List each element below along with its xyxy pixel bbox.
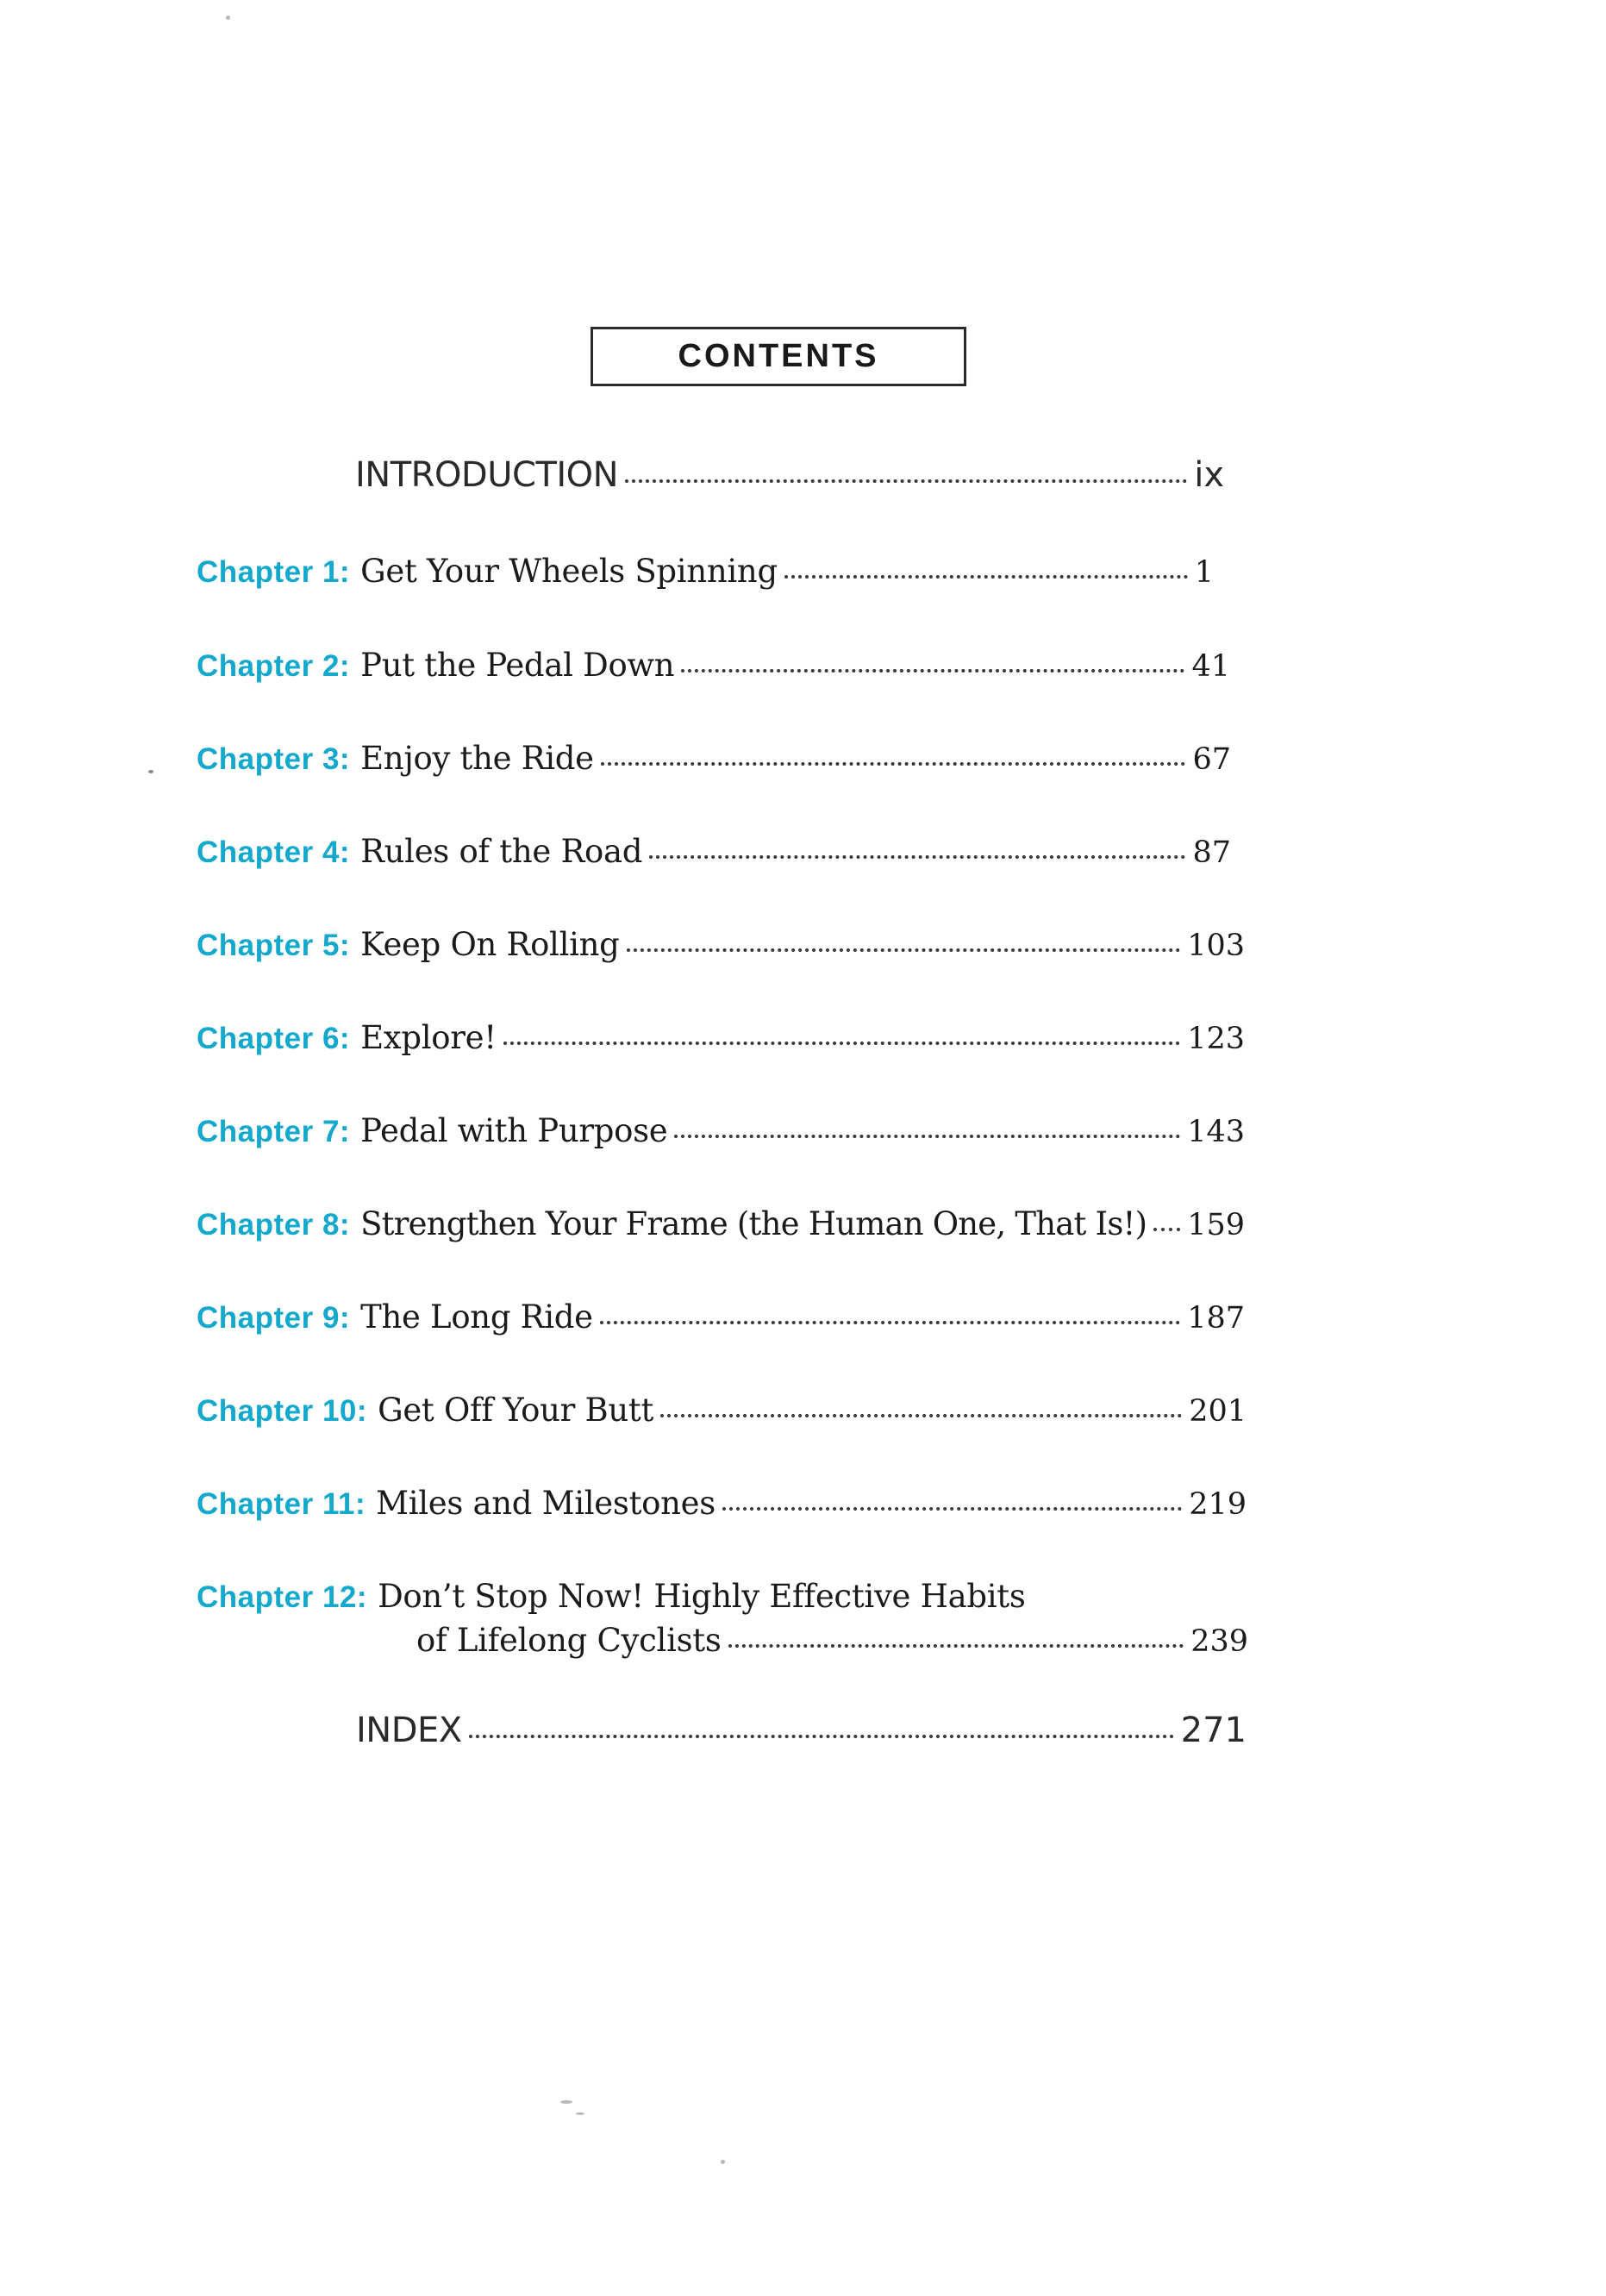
- toc-entry-chapter-4[interactable]: [197, 833, 1231, 870]
- chapter-8-title: Strengthen Your Frame (the Human One, That Is!): [360, 1205, 1147, 1242]
- chapter-5-page: 103: [1187, 929, 1245, 963]
- chapter-2-title: Put the Pedal Down: [360, 647, 675, 684]
- chapter-4-title: Rules of the Road: [360, 833, 643, 870]
- dot-leader: [601, 762, 1186, 766]
- dot-leader: [722, 1507, 1182, 1511]
- toc-entry-chapter-9[interactable]: [197, 1298, 1245, 1336]
- chapter-3-title: Enjoy the Ride: [360, 740, 594, 777]
- dot-leader: [660, 1414, 1182, 1417]
- dot-leader: [600, 1321, 1180, 1324]
- chapter-2-label: Chapter 2:: [197, 649, 351, 683]
- toc-entry-chapter-3[interactable]: [197, 740, 1231, 777]
- chapter-4-page: 87: [1192, 835, 1231, 870]
- toc-entry-chapter-2[interactable]: [197, 647, 1230, 684]
- scan-speck: [148, 770, 153, 773]
- chapter-4-label: Chapter 4:: [197, 835, 351, 869]
- index-title: INDEX: [356, 1711, 462, 1750]
- chapter-9-label: Chapter 9:: [197, 1301, 351, 1335]
- chapter-7-page: 143: [1187, 1115, 1245, 1149]
- chapter-6-page: 123: [1187, 1022, 1245, 1056]
- chapter-11-title: Miles and Milestones: [376, 1485, 716, 1522]
- chapter-7-title: Pedal with Purpose: [360, 1112, 668, 1149]
- chapter-9-title: The Long Ride: [360, 1298, 593, 1336]
- dot-leader: [503, 1042, 1180, 1045]
- dot-leader: [784, 575, 1188, 579]
- chapter-3-page: 67: [1192, 742, 1231, 777]
- dot-leader: [469, 1735, 1174, 1738]
- chapter-6-label: Chapter 6:: [197, 1022, 351, 1055]
- chapter-8-label: Chapter 8:: [197, 1208, 351, 1242]
- toc-entry-chapter-12-continued[interactable]: [416, 1622, 1248, 1659]
- toc-entry-chapter-12[interactable]: [197, 1578, 1026, 1615]
- contents-heading: CONTENTS: [678, 338, 879, 374]
- chapter-11-page: 219: [1189, 1487, 1247, 1522]
- scan-speck: [226, 16, 230, 20]
- chapter-10-label: Chapter 10:: [197, 1394, 368, 1428]
- chapter-7-label: Chapter 7:: [197, 1115, 351, 1148]
- scan-speck: [576, 2112, 584, 2115]
- scan-speck: [560, 2100, 572, 2104]
- introduction-title: INTRODUCTION: [355, 455, 619, 495]
- chapter-6-title: Explore!: [360, 1019, 497, 1056]
- chapter-10-title: Get Off Your Butt: [378, 1392, 654, 1429]
- chapter-1-page: 1: [1194, 555, 1214, 590]
- dot-leader: [728, 1644, 1184, 1648]
- toc-entry-chapter-5[interactable]: [197, 926, 1245, 963]
- chapter-12-page: 239: [1190, 1624, 1248, 1659]
- dot-leader: [625, 479, 1187, 483]
- chapter-9-page: 187: [1187, 1301, 1245, 1336]
- toc-entry-chapter-7[interactable]: [197, 1112, 1245, 1149]
- dot-leader: [649, 855, 1185, 859]
- introduction-page: ix: [1194, 455, 1224, 495]
- contents-heading-box: [591, 327, 966, 386]
- chapter-3-label: Chapter 3:: [197, 742, 351, 776]
- toc-entry-chapter-6[interactable]: [197, 1019, 1245, 1056]
- chapter-5-label: Chapter 5:: [197, 929, 351, 962]
- dot-leader: [1153, 1228, 1180, 1231]
- chapter-1-title: Get Your Wheels Spinning: [360, 553, 778, 590]
- dot-leader: [681, 669, 1184, 673]
- toc-entry-index[interactable]: [356, 1711, 1247, 1750]
- chapter-12-title: Don’t Stop Now! Highly Effective Habits: [378, 1578, 1026, 1615]
- index-page: 271: [1180, 1711, 1247, 1750]
- toc-entry-introduction[interactable]: [355, 455, 1224, 495]
- dot-leader: [674, 1135, 1180, 1138]
- chapter-11-label: Chapter 11:: [197, 1487, 366, 1521]
- chapter-12-title-line2: of Lifelong Cyclists: [416, 1622, 722, 1659]
- chapter-8-page: 159: [1187, 1208, 1245, 1242]
- toc-entry-chapter-1[interactable]: [197, 553, 1214, 590]
- chapter-5-title: Keep On Rolling: [360, 926, 620, 963]
- chapter-10-page: 201: [1189, 1394, 1247, 1429]
- chapter-1-label: Chapter 1:: [197, 555, 351, 589]
- chapter-12-label: Chapter 12:: [197, 1580, 368, 1614]
- dot-leader: [627, 948, 1181, 952]
- scan-speck: [721, 2160, 725, 2164]
- chapter-2-page: 41: [1191, 649, 1230, 684]
- toc-entry-chapter-11[interactable]: [197, 1485, 1247, 1522]
- toc-entry-chapter-10[interactable]: [197, 1392, 1247, 1429]
- toc-entry-chapter-8[interactable]: [197, 1205, 1245, 1242]
